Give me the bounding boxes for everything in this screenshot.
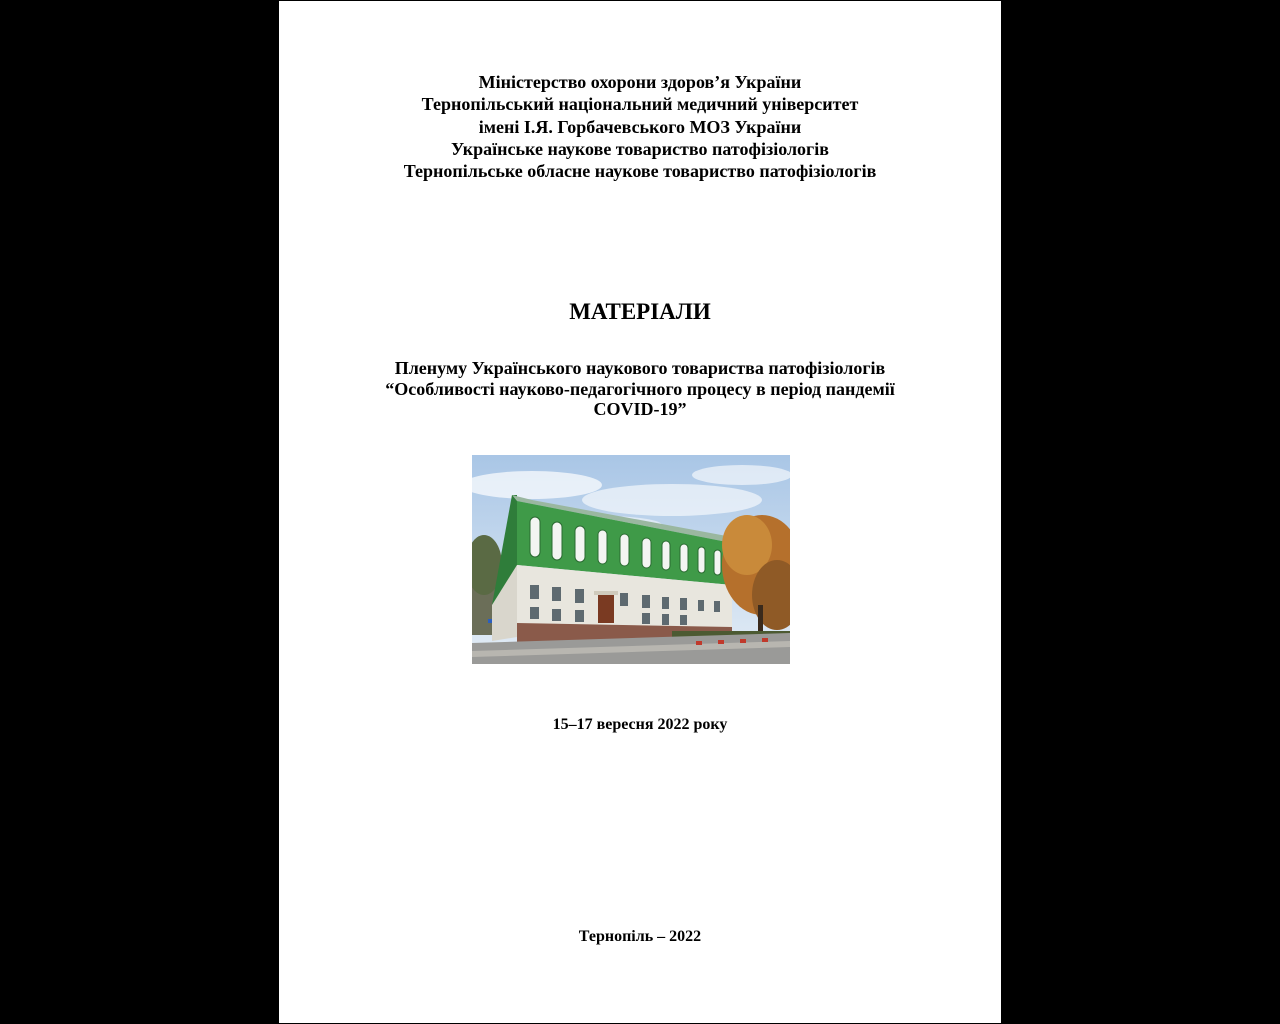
institution-header <box>279 71 1001 182</box>
header-line-university: Тернопільський національний медичний університет <box>421 94 859 115</box>
event-date: 15–17 вересня 2022 року <box>552 716 728 733</box>
subtitle-line-1: Пленуму Українського наукового товариства патофізіологів <box>394 358 886 378</box>
university-building-photo <box>472 455 790 664</box>
header-line-university-name: імені І.Я. Горбачевського МОЗ України <box>478 116 802 137</box>
header-line-ministry: Міністерство охорони здоров’я України <box>478 72 802 92</box>
publication-place-year: Тернопіль – 2022 <box>578 928 702 945</box>
header-line-regional-society: Тернопільське обласне наукове товариство патофізіологів <box>403 161 877 182</box>
document-subtitle <box>279 358 1001 420</box>
header-line-society: Українське наукове товариство патофізіологів <box>451 138 829 159</box>
subtitle-line-2: “Особливості науково-педагогічного процесу в період пандемії <box>385 378 895 399</box>
document-title: МАТЕРІАЛИ <box>569 299 711 324</box>
subtitle-line-3: COVID-19” <box>593 399 687 419</box>
document-page <box>279 1 1001 1023</box>
